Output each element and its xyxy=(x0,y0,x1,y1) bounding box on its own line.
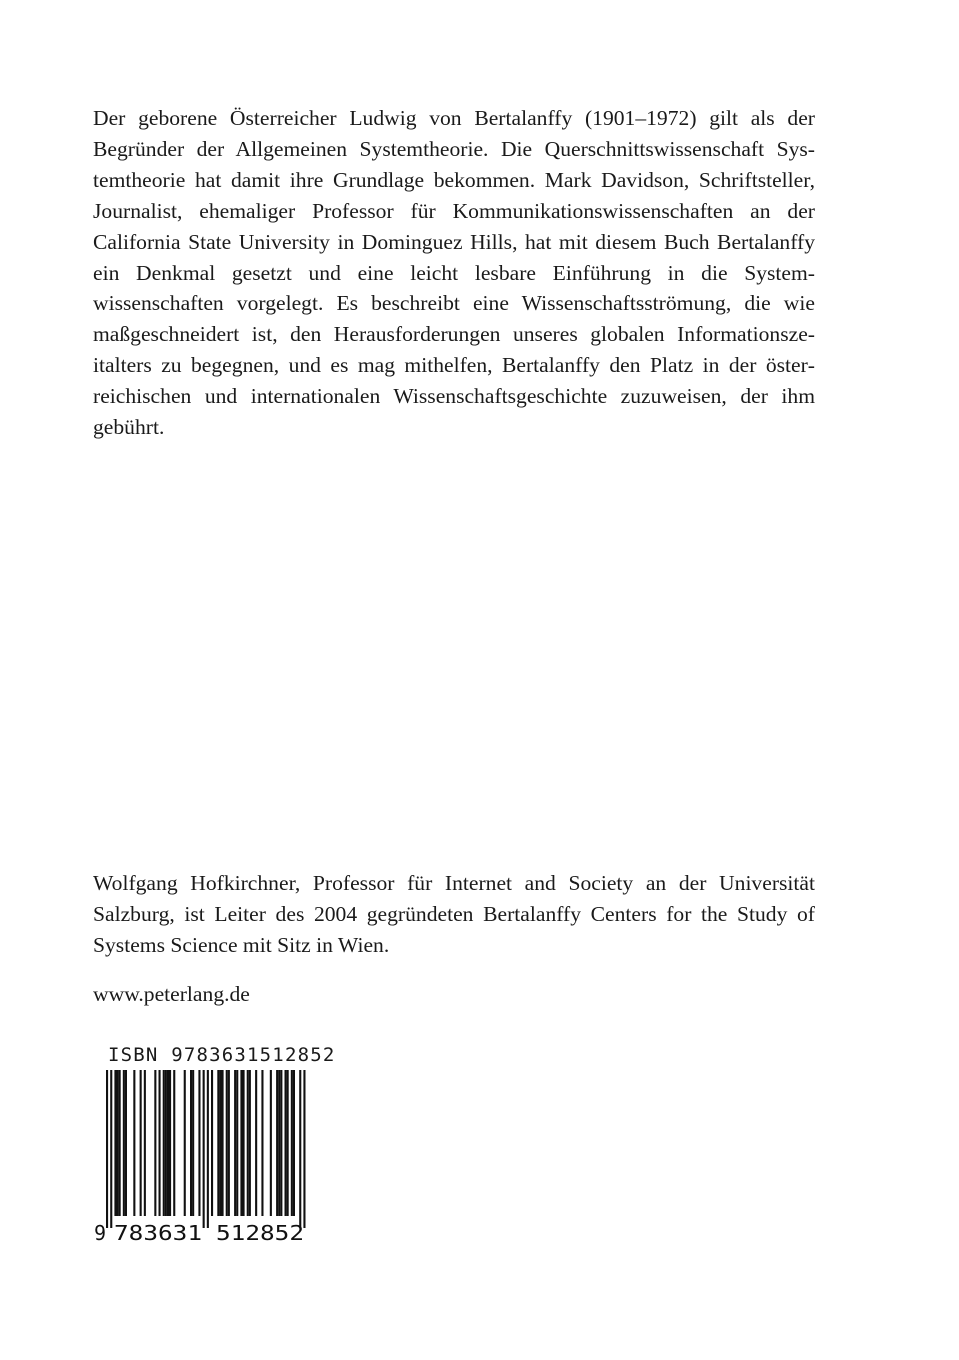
publisher-website[interactable]: www.peterlang.de xyxy=(93,982,250,1006)
barcode-bar xyxy=(114,1070,116,1216)
barcode-bar xyxy=(159,1070,161,1216)
barcode-bar xyxy=(240,1070,242,1216)
barcode-bar xyxy=(285,1070,287,1216)
barcode-guard-bar xyxy=(299,1070,301,1228)
barcode-bar xyxy=(236,1070,238,1216)
barcode-bar xyxy=(154,1070,156,1216)
barcode-bar xyxy=(270,1070,272,1216)
barcode-bar xyxy=(211,1070,213,1216)
isbn-barcode xyxy=(92,1044,336,1246)
barcode-bar xyxy=(169,1070,171,1216)
barcode-bar xyxy=(291,1070,293,1216)
barcode-bar xyxy=(280,1070,282,1216)
barcode-bar xyxy=(117,1070,119,1216)
barcode-bar xyxy=(198,1070,200,1216)
barcode-bar xyxy=(184,1070,186,1216)
barcode-bar xyxy=(228,1070,230,1216)
barcode-guard-bar xyxy=(110,1070,112,1228)
barcode-bar xyxy=(276,1070,278,1216)
barcode-guard-bar xyxy=(203,1070,205,1228)
isbn-label: ISBN 9783631512852 xyxy=(108,1044,336,1066)
barcode-bar xyxy=(119,1070,121,1216)
barcode-bar xyxy=(222,1070,224,1216)
barcode-bar xyxy=(165,1070,167,1216)
barcode-guard-bar xyxy=(207,1070,209,1228)
barcode-bar xyxy=(278,1070,280,1216)
book-description: Der geborene Österreicher Ludwig von Bertalanffy (1901–1972) gilt als der Begründer der Allgemeinen Systemtheorie. Die Querschnittswissenschaft Systemtheorie hat damit ihre Grundlage bekommen. Mark Davidson, Schriftsteller, Journalist, ehemaliger Professor für Kommunikationswissenschaften an der California State University in Dominguez Hills, hat mit diesem Buch Bertalanffy ein Denkmal gesetzt und eine leicht lesbare Einführung in die Systemwissenschaften vorgelegt. Es beschreibt eine Wissenschaftsströmung, die wie maßgeschneidert ist, den Herausforderungen unseres globalen Informationszeitalters zu begegnen, und es mag mithelfen, Bertalanffy den Platz in der österreichischen und internationalen Wissenschaftsgeschichte zuzuweisen, der ihm gebührt. xyxy=(93,106,815,440)
barcode-digits-left: 783631 xyxy=(114,1221,202,1245)
barcode-digits-right: 512852 xyxy=(216,1221,304,1245)
barcode-bar xyxy=(217,1070,219,1216)
barcode-bar xyxy=(144,1070,146,1216)
barcode-bar xyxy=(226,1070,228,1216)
author-bio: Wolfgang Hofkirchner, Professor für Internet and Society an der Universität Salzburg, ist Leiter des 2004 gegründeten Bertalanffy Centers for the Study of Systems Science mit Sitz in Wien. xyxy=(93,871,815,957)
barcode-bar xyxy=(192,1070,194,1216)
barcode-guard-bar xyxy=(303,1070,305,1228)
barcode-bar xyxy=(293,1070,295,1216)
barcode-guard-bar xyxy=(106,1070,108,1228)
barcode-bar xyxy=(173,1070,175,1216)
barcode-bar xyxy=(123,1070,125,1216)
barcode-bar xyxy=(247,1070,249,1216)
barcode-graphic xyxy=(92,1068,324,1246)
barcode-bar xyxy=(167,1070,169,1216)
barcode-bar xyxy=(219,1070,221,1216)
barcode-bar xyxy=(133,1070,135,1216)
barcode-bar xyxy=(249,1070,251,1216)
barcode-bar xyxy=(125,1070,127,1216)
barcode-bar xyxy=(234,1070,236,1216)
barcode-bar xyxy=(243,1070,245,1216)
barcode-bar xyxy=(255,1070,257,1216)
barcode-bar xyxy=(190,1070,192,1216)
barcode-bar xyxy=(287,1070,289,1216)
barcode-bar xyxy=(261,1070,263,1216)
barcode-bars xyxy=(106,1070,306,1228)
barcode-digit-first: 9 xyxy=(94,1221,107,1245)
barcode-bar xyxy=(163,1070,165,1216)
barcode-bar xyxy=(140,1070,142,1216)
